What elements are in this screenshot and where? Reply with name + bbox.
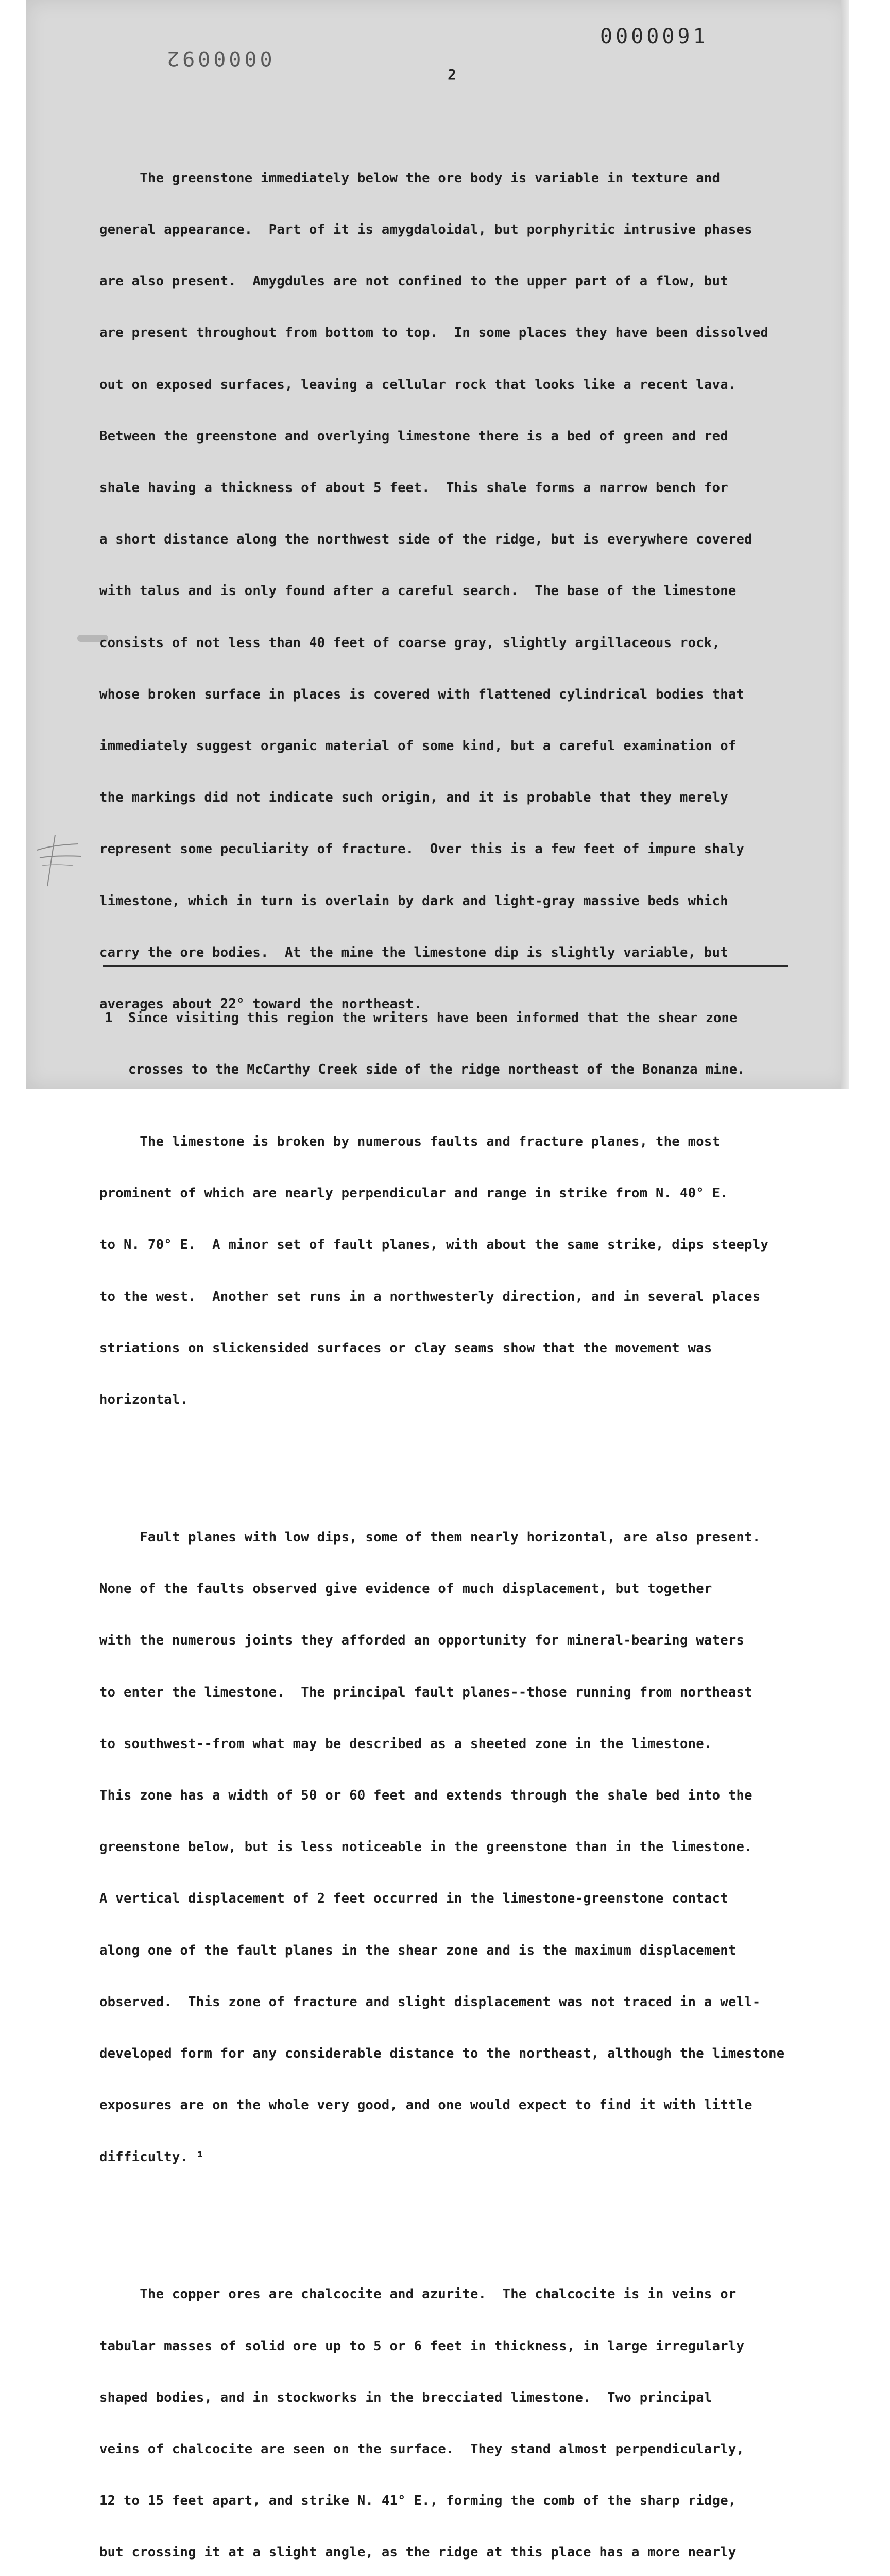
text-line: shaped bodies, and in stockworks in the brecciated limestone. Two principal xyxy=(99,2389,712,2405)
text-line: along one of the fault planes in the shear zone and is the maximum displacement xyxy=(99,1942,737,1958)
mirrored-document-number-stamp: 0000092 xyxy=(164,46,272,70)
document-number-stamp: 0000091 xyxy=(600,25,709,48)
paragraph-faults xyxy=(99,1099,836,1443)
text-line: striations on slickensided surfaces or clay seams show that the movement was xyxy=(99,1340,712,1356)
text-line: general appearance. Part of it is amygdaloidal, but porphyritic intrusive phases xyxy=(99,222,752,238)
paragraph-fault-planes xyxy=(99,1495,836,2200)
footnote-line: crosses to the McCarthy Creek side of the ridge northeast of the Bonanza mine. xyxy=(105,1062,745,1078)
text-line: consists of not less than 40 feet of coarse gray, slightly argillaceous rock, xyxy=(99,635,721,651)
text-line: difficulty. ¹ xyxy=(99,2149,204,2165)
text-line: but crossing it at a slight angle, as the ridge at this place has a more nearly xyxy=(99,2545,737,2561)
paragraph-greenstone xyxy=(99,135,836,1048)
footnote-line: 1 Since visiting this region the writers have been informed that the shear zone xyxy=(105,1010,738,1026)
text-line: to the west. Another set runs in a northwesterly direction, and in several places xyxy=(99,1289,761,1304)
text-line: immediately suggest organic material of some kind, but a careful examination of xyxy=(99,738,737,754)
text-line: None of the faults observed give evidence of much displacement, but together xyxy=(99,1581,712,1597)
text-line: averages about 22° toward the northeast. xyxy=(99,996,422,1012)
text-line: A vertical displacement of 2 feet occurred in the limestone-greenstone contact xyxy=(99,1891,728,1907)
page-edge xyxy=(841,0,849,1089)
text-line: to enter the limestone. The principal fault planes--those running from northeast xyxy=(99,1684,752,1700)
text-line: are also present. Amygdules are not confined to the upper part of a flow, but xyxy=(99,274,728,290)
text-line: carry the ore bodies. At the mine the limestone dip is slightly variable, but xyxy=(99,944,728,960)
text-line: prominent of which are nearly perpendicular and range in strike from N. 40° E. xyxy=(99,1185,728,1201)
text-line: exposures are on the whole very good, and one would expect to find it with little xyxy=(99,2097,752,2113)
text-line: developed form for any considerable distance to the northeast, although the limestone xyxy=(99,2046,785,2062)
text-line: 12 to 15 feet apart, and strike N. 41° E., forming the comb of the sharp ridge, xyxy=(99,2493,737,2509)
text-line: The copper ores are chalcocite and azurite. The chalcocite is in veins or xyxy=(99,2286,737,2302)
footnote xyxy=(105,975,826,1096)
text-line: This zone has a width of 50 or 60 feet and extends through the shale bed into the xyxy=(99,1788,752,1803)
text-line: with talus and is only found after a careful search. The base of the limestone xyxy=(99,583,737,599)
text-line: to southwest--from what may be described as a sheeted zone in the limestone. xyxy=(99,1736,712,1752)
text-line: limestone, which in turn is overlain by dark and light-gray massive beds which xyxy=(99,893,728,909)
body-text xyxy=(99,101,836,2576)
text-line: Between the greenstone and overlying limestone there is a bed of green and red xyxy=(99,428,728,444)
text-line: whose broken surface in places is covered with flattened cylindrical bodies that xyxy=(99,686,745,702)
text-line: the markings did not indicate such origin, and it is probable that they merely xyxy=(99,790,728,806)
text-line: observed. This zone of fracture and slight displacement was not traced in a well- xyxy=(99,1994,761,2010)
page-number: 2 xyxy=(448,66,456,83)
text-line: shale having a thickness of about 5 feet. This shale forms a narrow bench for xyxy=(99,480,728,496)
text-line: out on exposed surfaces, leaving a cellular rock that looks like a recent lava. xyxy=(99,377,737,393)
text-line: with the numerous joints they afforded an opportunity for mineral-bearing waters xyxy=(99,1633,745,1649)
text-line: represent some peculiarity of fracture. Over this is a few feet of impure shaly xyxy=(99,841,745,857)
text-line: greenstone below, but is less noticeable in the greenstone than in the limestone. xyxy=(99,1839,752,1855)
text-line: The greenstone immediately below the ore body is variable in texture and xyxy=(99,170,721,186)
text-line: to N. 70° E. A minor set of fault planes, with about the same strike, dips steeply xyxy=(99,1237,769,1253)
text-line: Fault planes with low dips, some of them nearly horizontal, are also present. xyxy=(99,1529,761,1545)
text-line: veins of chalcocite are seen on the surface. They stand almost perpendicularly, xyxy=(99,2442,745,2458)
footnote-divider xyxy=(103,965,788,967)
text-line: are present throughout from bottom to top. In some places they have been dissolved xyxy=(99,325,769,341)
text-line: horizontal. xyxy=(99,1392,189,1408)
text-line: tabular masses of solid ore up to 5 or 6 feet in thickness, in large irregularly xyxy=(99,2338,745,2354)
handwritten-margin-mark xyxy=(32,829,83,891)
text-line: a short distance along the northwest side of the ridge, but is everywhere covered xyxy=(99,532,752,548)
text-line: The limestone is broken by numerous faults and fracture planes, the most xyxy=(99,1133,721,1149)
paragraph-copper-ores xyxy=(99,2252,836,2576)
